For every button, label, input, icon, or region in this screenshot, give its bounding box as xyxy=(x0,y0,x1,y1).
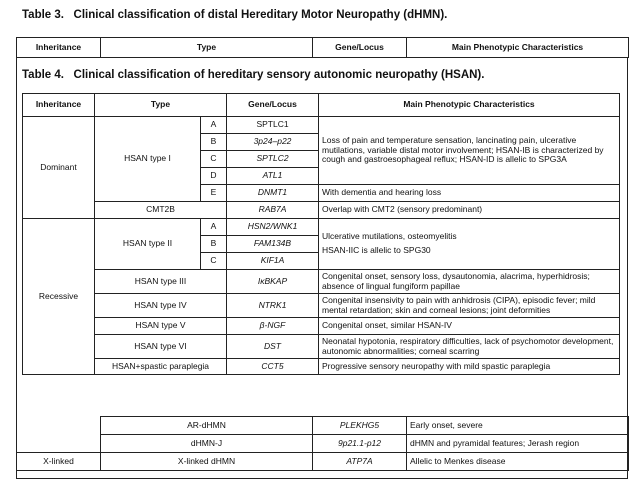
t4-header-type: Type xyxy=(95,94,227,117)
gene-cell: CCT5 xyxy=(227,359,319,375)
subtype-cell: C xyxy=(201,151,227,168)
gene-cell: DNMT1 xyxy=(227,185,319,202)
gene-cell: KIF1A xyxy=(227,253,319,270)
subtype-cell: A xyxy=(201,117,227,134)
pheno-cell: dHMN and pyramidal features; Jerash region xyxy=(407,435,629,453)
header-phenotype: Main Phenotypic Characteristics xyxy=(407,38,629,58)
table3-body xyxy=(16,416,629,471)
type-cell: HSAN type III xyxy=(95,270,227,294)
pheno-cell: Overlap with CMT2 (sensory predominant) xyxy=(319,202,620,219)
subtype-cell: A xyxy=(201,219,227,236)
inheritance-x-linked: X-linked xyxy=(17,453,101,471)
type-cell: HSAN type VI xyxy=(95,335,227,359)
pheno-hsan1: Loss of pain and temperature sensation, lancinating pain, ulcerative mutilations, variable distal motor involvement; HSAN-IB is characterized by cough and gastroesophageal reflux; HSAN-ID is allelic to SPG3A xyxy=(319,117,620,185)
pheno-cell: Congenital onset, sensory loss, dysautonomia, alacrima, hyperhidrosis; absence of lingual fungiform papillae xyxy=(319,270,620,294)
subtype-cell: C xyxy=(201,253,227,270)
gene-cell: β-NGF xyxy=(227,318,319,335)
subtype-cell: E xyxy=(201,185,227,202)
gene-cell: DST xyxy=(227,335,319,359)
gene-cell: PLEKHG5 xyxy=(313,417,407,435)
table4-title: Table 4. Clinical classification of hereditary sensory autonomic neuropathy (HSAN). xyxy=(22,69,485,81)
gene-cell: SPTLC1 xyxy=(227,117,319,134)
pheno-cell: Allelic to Menkes disease xyxy=(407,453,629,471)
subtype-cell: B xyxy=(201,134,227,151)
subtype-cell: D xyxy=(201,168,227,185)
pheno-cell: With dementia and hearing loss xyxy=(319,185,620,202)
t4-header-gene-locus: Gene/Locus xyxy=(227,94,319,117)
type-cell: X-linked dHMN xyxy=(101,453,313,471)
pheno-cell: Progressive sensory neuropathy with mild spastic paraplegia xyxy=(319,359,620,375)
header-inheritance: Inheritance xyxy=(17,38,101,58)
t4-header-inheritance: Inheritance xyxy=(23,94,95,117)
gene-cell: IκBKAP xyxy=(227,270,319,294)
gene-cell: SPTLC2 xyxy=(227,151,319,168)
gene-cell: ATL1 xyxy=(227,168,319,185)
inheritance-recessive: Recessive xyxy=(23,219,95,375)
pheno-cell: Early onset, severe xyxy=(407,417,629,435)
gene-cell: HSN2/WNK1 xyxy=(227,219,319,236)
type-cell: HSAN type V xyxy=(95,318,227,335)
pheno-cell: Congenital onset, similar HSAN-IV xyxy=(319,318,620,335)
pheno-hsan2 xyxy=(319,219,620,270)
gene-cell: 9p21.1-p12 xyxy=(313,435,407,453)
table4 xyxy=(22,93,620,375)
inheritance-cell xyxy=(17,435,101,453)
table3-title: Table 3. Clinical classification of distal Hereditary Motor Neuropathy (dHMN). xyxy=(22,9,448,21)
header-gene-locus: Gene/Locus xyxy=(313,38,407,58)
pheno-cell: Neonatal hypotonia, respiratory difficulties, lack of psychomotor development, autonomic abnormalities; corneal scarring xyxy=(319,335,620,359)
type-cell: dHMN-J xyxy=(101,435,313,453)
type-cell: AR-dHMN xyxy=(101,417,313,435)
pheno-line: Ulcerative mutilations, osteomyelitis xyxy=(322,231,457,242)
type-cell: HSAN type IV xyxy=(95,294,227,318)
header-type: Type xyxy=(101,38,313,58)
gene-cell: 3p24–p22 xyxy=(227,134,319,151)
type-cell: HSAN+spastic paraplegia xyxy=(95,359,227,375)
table3-header xyxy=(16,37,629,58)
type-cmt2b: CMT2B xyxy=(95,202,227,219)
t4-header-phenotype: Main Phenotypic Characteristics xyxy=(319,94,620,117)
type-hsan2: HSAN type II xyxy=(95,219,201,270)
pheno-line: HSAN-IIC is allelic to SPG30 xyxy=(322,245,431,255)
inheritance-cell xyxy=(17,417,101,435)
gene-cell: FAM134B xyxy=(227,236,319,253)
gene-cell: NTRK1 xyxy=(227,294,319,318)
type-hsan1: HSAN type I xyxy=(95,117,201,202)
gene-cell: RAB7A xyxy=(227,202,319,219)
pheno-cell: Congenital insensivity to pain with anhidrosis (CIPA), episodic fever; mild mental retardation; skin and corneal lesions; joint deformities xyxy=(319,294,620,318)
inheritance-dominant: Dominant xyxy=(23,117,95,219)
subtype-cell: B xyxy=(201,236,227,253)
gene-cell: ATP7A xyxy=(313,453,407,471)
